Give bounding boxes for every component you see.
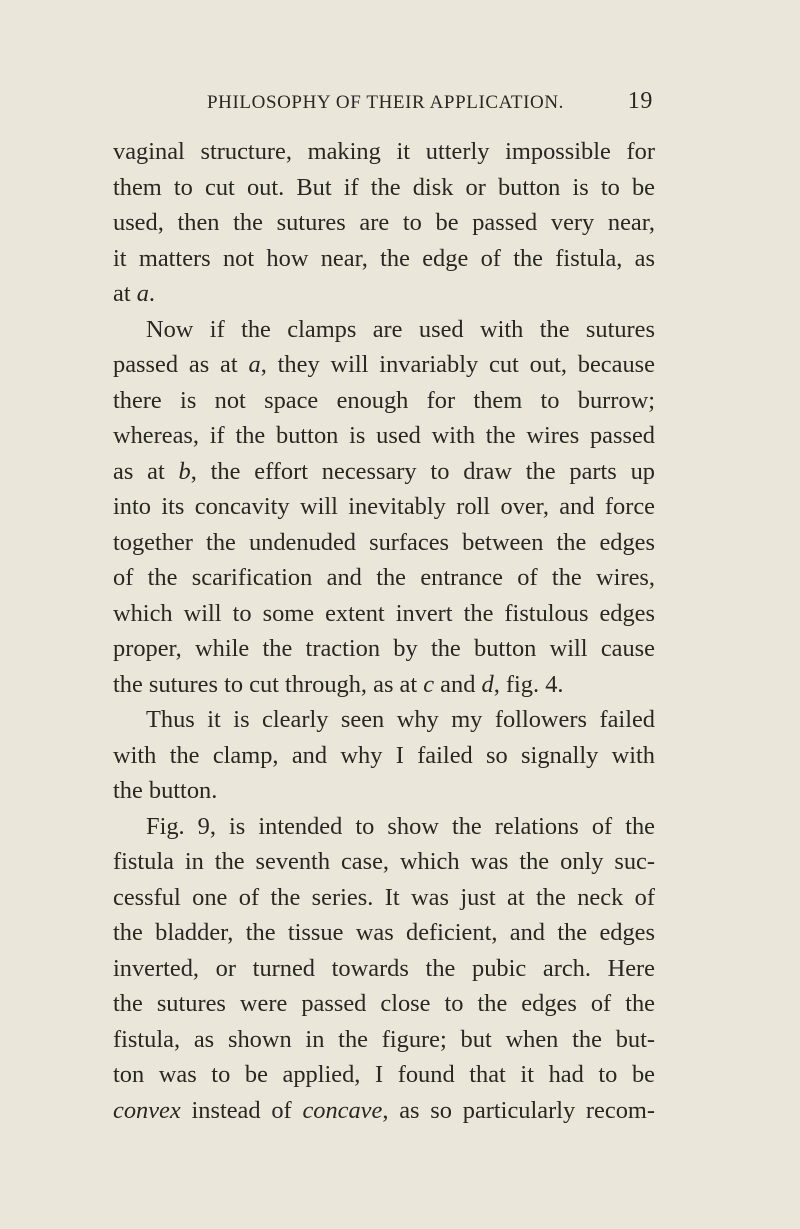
text-line: into its concavity will inevitably roll over, and force [113,493,655,520]
text-line: the bladder, the tissue was deficient, and the edges [113,919,655,946]
text-line: the button. [113,777,218,804]
text-line: with the clamp, and why I failed so signally with [113,741,655,769]
text-line: the sutures to cut through, as at c and d, fig. 4. [113,670,564,698]
body-text [113,134,655,1128]
text-line: it matters not how near, the edge of the fistula, as [113,244,655,272]
text-line: Fig. 9, is intended to show the relations of the [146,812,655,840]
text-line: them to cut out. But if the disk or button is to be [113,173,655,201]
text-line: the sutures were passed close to the edges of the [113,990,655,1017]
text-line: fistula, as shown in the figure; but when the but- [113,1025,655,1053]
text-line: passed as at a, they will invariably cut out, because [113,351,655,378]
running-head-title: PHILOSOPHY OF THEIR APPLICATION. [207,92,565,113]
text-line: as at b, the effort necessary to draw the parts up [113,457,655,485]
text-line: together the undenuded surfaces between the edges [113,528,655,556]
text-line: fistula in the seventh case, which was the only suc- [113,848,655,875]
text-line: whereas, if the button is used with the wires passed [113,422,655,449]
text-line: used, then the sutures are to be passed very near, [113,209,655,236]
text-line: vaginal structure, making it utterly impossible for [113,138,655,165]
running-head [207,88,653,122]
page-number: 19 [627,88,653,114]
text-line: proper, while the traction by the button will cause [113,635,655,662]
text-line: at a. [113,280,156,307]
text-line: Thus it is clearly seen why my followers failed [146,706,655,733]
text-line: ton was to be applied, I found that it had to be [113,1061,655,1088]
text-line: which will to some extent invert the fistulous edges [113,599,655,627]
text-line: convex instead of concave, as so particularly recom- [113,1096,655,1124]
text-line: cessful one of the series. It was just at the neck of [113,883,655,911]
text-line: inverted, or turned towards the pubic arch. Here [113,954,655,982]
text-line: Now if the clamps are used with the sutures [146,315,655,343]
text-line: there is not space enough for them to burrow; [113,386,655,414]
text-line: of the scarification and the entrance of the wires, [113,564,655,591]
